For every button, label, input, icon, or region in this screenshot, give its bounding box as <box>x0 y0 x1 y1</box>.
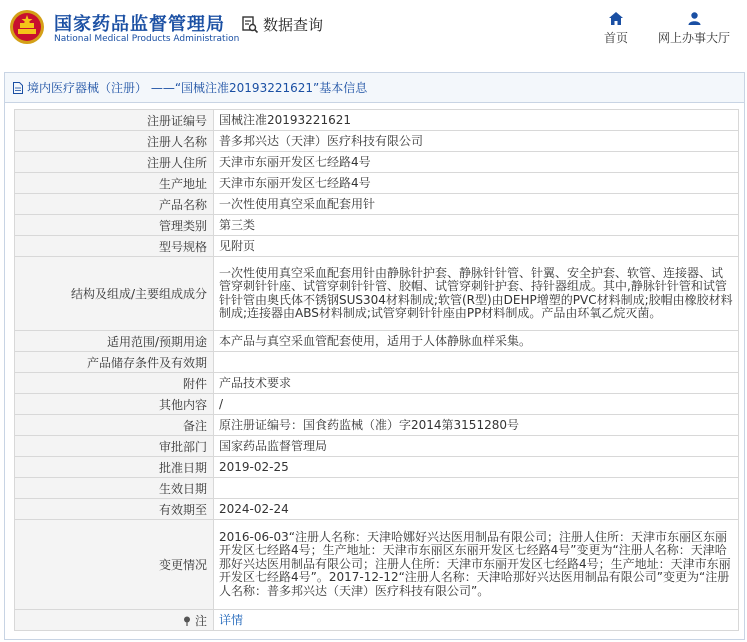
field-label: 其他内容 <box>15 394 214 415</box>
field-value: / <box>214 394 739 415</box>
detail-table <box>14 109 739 631</box>
detail-table-wrap <box>14 109 739 631</box>
pin-icon <box>183 616 191 626</box>
document-icon <box>13 82 23 94</box>
data-query-link[interactable] <box>241 14 323 35</box>
table-row <box>15 331 739 352</box>
field-value <box>214 478 739 499</box>
field-label: 生产地址 <box>15 173 214 194</box>
nav-online-hall[interactable] <box>654 12 734 46</box>
field-label: 注册证编号 <box>15 110 214 131</box>
field-label: 产品名称 <box>15 194 214 215</box>
table-row <box>15 352 739 373</box>
panel-title <box>5 73 744 103</box>
table-row <box>15 394 739 415</box>
table-row <box>15 478 739 499</box>
table-row <box>15 152 739 173</box>
field-label: 结构及组成/主要组成成分 <box>15 257 214 331</box>
site-header <box>0 0 747 62</box>
brand-name-cn: 国家药品监督管理局 <box>54 14 225 35</box>
field-label: 有效期至 <box>15 499 214 520</box>
field-label: 批准日期 <box>15 457 214 478</box>
detail-panel <box>4 72 745 640</box>
field-label: 生效日期 <box>15 478 214 499</box>
field-value: 2024-02-24 <box>214 499 739 520</box>
table-row <box>15 520 739 610</box>
table-row <box>15 373 739 394</box>
table-row <box>15 194 739 215</box>
field-label: 附件 <box>15 373 214 394</box>
field-label: 备注 <box>15 415 214 436</box>
nav-home-label: 首页 <box>603 31 628 45</box>
field-value: 国械注准20193221621 <box>214 110 739 131</box>
field-value: 2019-02-25 <box>214 457 739 478</box>
table-row <box>15 131 739 152</box>
nav-online-hall-label: 网上办事大厅 <box>657 31 730 45</box>
table-row <box>15 436 739 457</box>
field-value <box>214 352 739 373</box>
field-value: 原注册证编号：国食药监械（准）字2014第3151280号 <box>214 415 739 436</box>
table-row <box>15 457 739 478</box>
field-label: 型号规格 <box>15 236 214 257</box>
field-value: 一次性使用真空采血配套用针由静脉针护套、静脉针针管、针翼、安全护套、软管、连接器、试管穿刺针针座、试管穿刺针针管、胶帽、试管穿刺针护套、持针器组成。其中,静脉针针管和试管针针管由奥氏体不锈钢SUS304材料制成;软管(R型)由DEHP增塑的PVC材料制成;胶帽由橡胶材料制成;连接器由ABS材料制成;试管穿刺针针座由PP材料制成。产品由环氧乙烷灭菌。 <box>214 257 739 331</box>
table-row <box>15 173 739 194</box>
field-value: 天津市东丽开发区七经路4号 <box>214 173 739 194</box>
table-row <box>15 610 739 631</box>
field-value: 一次性使用真空采血配套用针 <box>214 194 739 215</box>
national-emblem-icon <box>9 9 45 45</box>
nav-home[interactable] <box>601 12 631 46</box>
field-label: 适用范围/预期用途 <box>15 331 214 352</box>
field-value: 产品技术要求 <box>214 373 739 394</box>
table-row <box>15 110 739 131</box>
field-value: 第三类 <box>214 215 739 236</box>
field-label: 管理类别 <box>15 215 214 236</box>
table-row <box>15 215 739 236</box>
field-value: 国家药品监督管理局 <box>214 436 739 457</box>
field-value: 天津市东丽开发区七经路4号 <box>214 152 739 173</box>
user-icon <box>688 12 701 25</box>
data-query-label: 数据查询 <box>263 16 324 34</box>
panel-title-text: 境内医疗器械（注册） ——“国械注准20193221621”基本信息 <box>27 80 368 95</box>
data-search-icon <box>241 16 259 34</box>
note-label: 注 <box>194 613 207 628</box>
field-label: 注册人名称 <box>15 131 214 152</box>
table-row <box>15 499 739 520</box>
field-value: 2016-06-03“注册人名称：天津哈娜好兴达医用制品有限公司；注册人住所：天津市东丽区东丽开发区七经路4号；生产地址：天津市东丽区东丽开发区七经路4号”变更为“注册人名称：天津哈那好兴达医用制品有限公司；注册人住所：天津市东丽开发区七经路4号；生产地址：天津市东丽开发区七经路4号”。2017-12-12“注册人名称：天津哈那好兴达医用制品有限公司”变更为“注册人名称：普多邦兴达（天津）医疗科技有限公司”。 <box>214 520 739 610</box>
table-row <box>15 236 739 257</box>
brand-name-en: National Medical Products Administration <box>54 34 240 44</box>
table-row <box>15 257 739 331</box>
note-value-cell <box>214 610 739 631</box>
table-row <box>15 415 739 436</box>
field-label: 产品储存条件及有效期 <box>15 352 214 373</box>
field-label: 变更情况 <box>15 520 214 610</box>
field-value: 见附页 <box>214 236 739 257</box>
home-icon <box>609 12 623 25</box>
details-link[interactable]: 详情 <box>219 613 244 627</box>
field-label: 注册人住所 <box>15 152 214 173</box>
note-label-cell <box>15 610 214 631</box>
field-value: 本产品与真空采血管配套使用，适用于人体静脉血样采集。 <box>214 331 739 352</box>
field-label: 审批部门 <box>15 436 214 457</box>
field-value: 普多邦兴达（天津）医疗科技有限公司 <box>214 131 739 152</box>
